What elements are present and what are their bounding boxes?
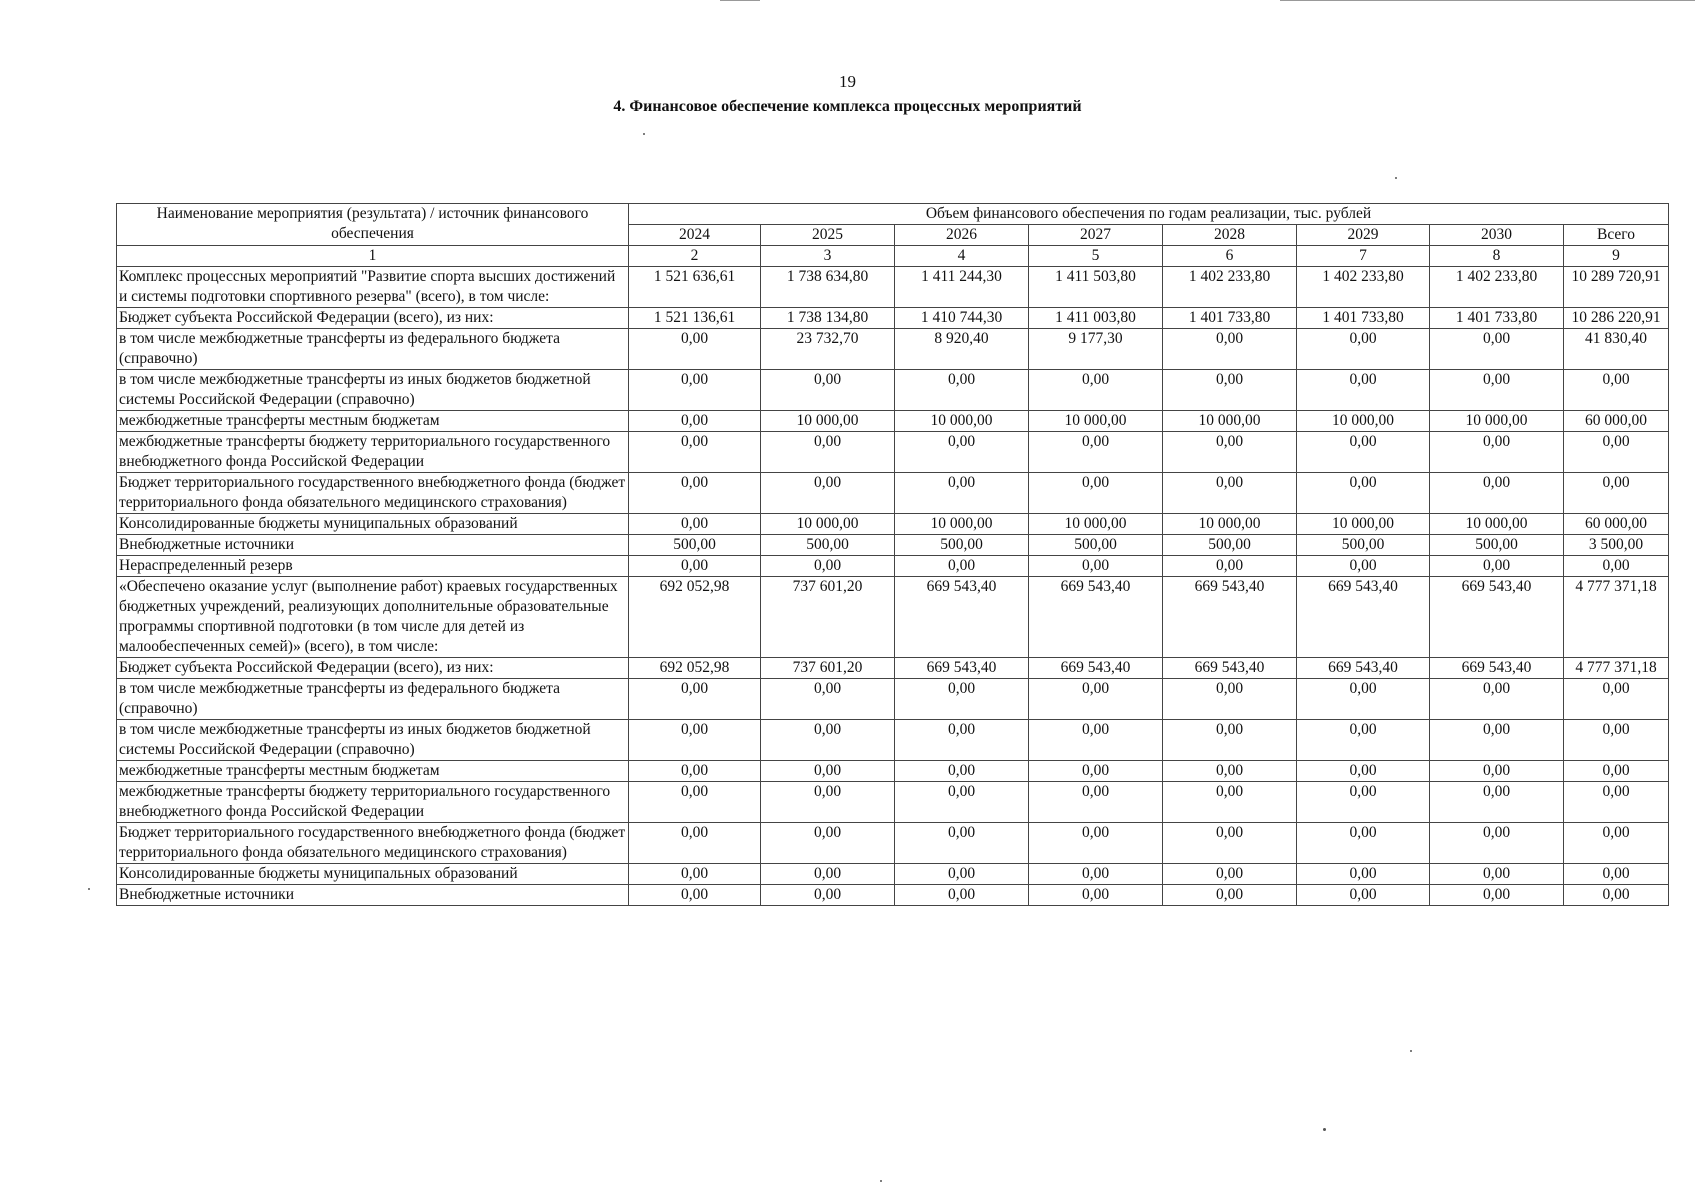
column-number: 7 — [1297, 246, 1430, 267]
row-value-cell: 10 000,00 — [895, 514, 1029, 535]
row-value-cell: 0,00 — [761, 473, 895, 514]
row-value-cell: 0,00 — [629, 720, 761, 761]
row-value-cell: 1 411 003,80 — [1029, 308, 1163, 329]
row-value-cell: 0,00 — [1430, 782, 1564, 823]
row-value-cell: 0,00 — [629, 370, 761, 411]
year-header: 2027 — [1029, 225, 1163, 246]
row-value-cell: 692 052,98 — [629, 658, 761, 679]
row-value-cell: 0,00 — [1430, 885, 1564, 906]
row-value-cell: 0,00 — [629, 782, 761, 823]
row-value-cell: 0,00 — [1163, 885, 1297, 906]
year-header: 2030 — [1430, 225, 1564, 246]
row-value-cell: 0,00 — [1163, 782, 1297, 823]
column-number: 4 — [895, 246, 1029, 267]
row-name-cell: межбюджетные трансферты бюджету территориального государственного внебюджетного фонда Российской Федерации — [117, 432, 629, 473]
year-header: 2025 — [761, 225, 895, 246]
row-value-cell: 0,00 — [1163, 864, 1297, 885]
row-total-cell: 0,00 — [1564, 679, 1669, 720]
row-value-cell: 0,00 — [1430, 823, 1564, 864]
row-total-cell: 4 777 371,18 — [1564, 658, 1669, 679]
row-value-cell: 0,00 — [761, 370, 895, 411]
column-number: 6 — [1163, 246, 1297, 267]
row-value-cell: 1 411 244,30 — [895, 267, 1029, 308]
row-value-cell: 0,00 — [1163, 432, 1297, 473]
row-value-cell: 0,00 — [761, 432, 895, 473]
header-row — [117, 204, 1669, 225]
table-row — [117, 370, 1669, 411]
row-value-cell: 0,00 — [1430, 370, 1564, 411]
row-value-cell: 0,00 — [761, 761, 895, 782]
row-total-cell: 4 777 371,18 — [1564, 577, 1669, 658]
table-row — [117, 267, 1669, 308]
row-value-cell: 0,00 — [1029, 432, 1163, 473]
row-value-cell: 0,00 — [761, 720, 895, 761]
row-value-cell: 0,00 — [761, 885, 895, 906]
row-value-cell: 0,00 — [1430, 473, 1564, 514]
row-value-cell: 0,00 — [1297, 761, 1430, 782]
row-value-cell: 0,00 — [1297, 782, 1430, 823]
row-name-cell: Комплекс процессных мероприятий "Развитие спорта высших достижений и системы подготовки спортивного резерва" (всего), в том числе: — [117, 267, 629, 308]
scan-speck — [1395, 177, 1397, 179]
row-name-cell: Бюджет субъекта Российской Федерации (всего), из них: — [117, 308, 629, 329]
row-value-cell: 500,00 — [1029, 535, 1163, 556]
row-value-cell: 0,00 — [629, 823, 761, 864]
row-value-cell: 0,00 — [629, 329, 761, 370]
row-total-cell: 60 000,00 — [1564, 411, 1669, 432]
row-value-cell: 0,00 — [761, 823, 895, 864]
table-row — [117, 432, 1669, 473]
financing-table — [116, 203, 1669, 906]
table-row — [117, 308, 1669, 329]
row-value-cell: 669 543,40 — [1163, 658, 1297, 679]
row-value-cell: 0,00 — [629, 864, 761, 885]
row-value-cell: 0,00 — [1163, 370, 1297, 411]
row-total-cell: 10 286 220,91 — [1564, 308, 1669, 329]
row-value-cell: 0,00 — [1029, 679, 1163, 720]
year-header: 2026 — [895, 225, 1029, 246]
row-value-cell: 669 543,40 — [1297, 658, 1430, 679]
row-total-cell: 0,00 — [1564, 885, 1669, 906]
row-value-cell: 0,00 — [895, 782, 1029, 823]
page-number: 19 — [839, 72, 856, 91]
row-value-cell: 0,00 — [1297, 473, 1430, 514]
row-value-cell: 1 401 733,80 — [1430, 308, 1564, 329]
row-value-cell: 10 000,00 — [1029, 411, 1163, 432]
row-value-cell: 737 601,20 — [761, 658, 895, 679]
row-total-cell: 0,00 — [1564, 782, 1669, 823]
row-value-cell: 0,00 — [1430, 761, 1564, 782]
row-value-cell: 0,00 — [1029, 556, 1163, 577]
row-name-cell: Нераспределенный резерв — [117, 556, 629, 577]
row-value-cell: 10 000,00 — [1430, 514, 1564, 535]
table-row — [117, 679, 1669, 720]
row-value-cell: 669 543,40 — [895, 577, 1029, 658]
row-value-cell: 0,00 — [1297, 556, 1430, 577]
row-value-cell: 0,00 — [629, 411, 761, 432]
row-value-cell: 0,00 — [1430, 329, 1564, 370]
row-value-cell: 0,00 — [629, 432, 761, 473]
row-name-cell: в том числе межбюджетные трансферты из иных бюджетов бюджетной системы Российской Федерации (справочно) — [117, 370, 629, 411]
row-value-cell: 10 000,00 — [1029, 514, 1163, 535]
row-total-cell: 41 830,40 — [1564, 329, 1669, 370]
row-value-cell: 0,00 — [629, 556, 761, 577]
row-value-cell: 0,00 — [629, 514, 761, 535]
row-value-cell: 10 000,00 — [761, 514, 895, 535]
row-value-cell: 1 401 733,80 — [1163, 308, 1297, 329]
table-row — [117, 782, 1669, 823]
row-value-cell: 0,00 — [761, 782, 895, 823]
table-row — [117, 823, 1669, 864]
row-value-cell: 1 402 233,80 — [1297, 267, 1430, 308]
row-value-cell: 0,00 — [895, 370, 1029, 411]
row-value-cell: 0,00 — [1163, 823, 1297, 864]
row-value-cell: 0,00 — [1163, 761, 1297, 782]
column-number: 5 — [1029, 246, 1163, 267]
row-value-cell: 0,00 — [1029, 473, 1163, 514]
row-total-cell: 60 000,00 — [1564, 514, 1669, 535]
row-value-cell: 500,00 — [761, 535, 895, 556]
scan-top-rule — [1280, 0, 1695, 1]
row-name-cell: Консолидированные бюджеты муниципальных образований — [117, 514, 629, 535]
row-total-cell: 0,00 — [1564, 720, 1669, 761]
row-value-cell: 0,00 — [895, 679, 1029, 720]
scan-speck — [643, 133, 645, 135]
column-number: 3 — [761, 246, 895, 267]
table-row — [117, 473, 1669, 514]
scan-speck — [1323, 1128, 1326, 1131]
row-value-cell: 669 543,40 — [1163, 577, 1297, 658]
row-total-cell: 0,00 — [1564, 556, 1669, 577]
row-value-cell: 0,00 — [1430, 679, 1564, 720]
row-value-cell: 0,00 — [1029, 885, 1163, 906]
row-value-cell: 0,00 — [761, 556, 895, 577]
column-numbers-row — [117, 246, 1669, 267]
row-value-cell: 10 000,00 — [1297, 411, 1430, 432]
row-value-cell: 0,00 — [895, 720, 1029, 761]
row-value-cell: 0,00 — [895, 761, 1029, 782]
table-row — [117, 658, 1669, 679]
row-value-cell: 737 601,20 — [761, 577, 895, 658]
row-value-cell: 0,00 — [629, 885, 761, 906]
row-value-cell: 0,00 — [1297, 679, 1430, 720]
row-name-cell: «Обеспечено оказание услуг (выполнение работ) краевых государственных бюджетных учреждений, реализующих дополнительные образовательные программы спортивной подготовки (в том числе для детей из малообеспеченных семей)» (всего), в том числе: — [117, 577, 629, 658]
row-name-cell: Внебюджетные источники — [117, 885, 629, 906]
row-value-cell: 500,00 — [895, 535, 1029, 556]
row-value-cell: 1 738 134,80 — [761, 308, 895, 329]
row-value-cell: 0,00 — [895, 885, 1029, 906]
row-value-cell: 500,00 — [1163, 535, 1297, 556]
row-value-cell: 10 000,00 — [1430, 411, 1564, 432]
row-value-cell: 1 401 733,80 — [1297, 308, 1430, 329]
row-name-cell: Бюджет субъекта Российской Федерации (всего), из них: — [117, 658, 629, 679]
total-header: Всего — [1564, 225, 1669, 246]
row-value-cell: 669 543,40 — [1430, 658, 1564, 679]
section-title: 4. Финансовое обеспечение комплекса процессных мероприятий — [613, 98, 1082, 115]
row-total-cell: 0,00 — [1564, 370, 1669, 411]
row-value-cell: 0,00 — [1297, 720, 1430, 761]
row-value-cell: 0,00 — [1163, 720, 1297, 761]
scan-speck — [88, 888, 90, 890]
row-value-cell: 0,00 — [1029, 782, 1163, 823]
row-value-cell: 10 000,00 — [1163, 411, 1297, 432]
row-value-cell: 0,00 — [1163, 679, 1297, 720]
table-row — [117, 885, 1669, 906]
row-name-cell: Внебюджетные источники — [117, 535, 629, 556]
table-row — [117, 864, 1669, 885]
year-header: 2028 — [1163, 225, 1297, 246]
row-value-cell: 0,00 — [1430, 556, 1564, 577]
year-header: 2029 — [1297, 225, 1430, 246]
scan-speck — [1410, 1050, 1412, 1052]
row-value-cell: 10 000,00 — [1297, 514, 1430, 535]
table-row — [117, 761, 1669, 782]
row-total-cell: 0,00 — [1564, 761, 1669, 782]
row-value-cell: 0,00 — [1297, 885, 1430, 906]
row-value-cell: 0,00 — [761, 864, 895, 885]
row-value-cell: 0,00 — [1163, 329, 1297, 370]
row-value-cell: 0,00 — [1297, 823, 1430, 864]
row-value-cell: 10 000,00 — [761, 411, 895, 432]
row-value-cell: 1 521 136,61 — [629, 308, 761, 329]
row-name-cell: межбюджетные трансферты местным бюджетам — [117, 761, 629, 782]
row-value-cell: 0,00 — [1430, 432, 1564, 473]
column-number: 1 — [117, 246, 629, 267]
row-total-cell: 0,00 — [1564, 473, 1669, 514]
row-total-cell: 3 500,00 — [1564, 535, 1669, 556]
scan-top-rule — [720, 0, 760, 1]
row-value-cell: 500,00 — [629, 535, 761, 556]
scan-speck — [880, 1180, 882, 1182]
row-value-cell: 0,00 — [1297, 370, 1430, 411]
row-value-cell: 1 738 634,80 — [761, 267, 895, 308]
row-total-cell: 10 289 720,91 — [1564, 267, 1669, 308]
row-value-cell: 1 521 636,61 — [629, 267, 761, 308]
row-name-cell: в том числе межбюджетные трансферты из федерального бюджета (справочно) — [117, 679, 629, 720]
row-value-cell: 669 543,40 — [1029, 577, 1163, 658]
row-value-cell: 692 052,98 — [629, 577, 761, 658]
column-number: 2 — [629, 246, 761, 267]
row-value-cell: 0,00 — [1029, 720, 1163, 761]
row-value-cell: 0,00 — [629, 679, 761, 720]
row-value-cell: 669 543,40 — [1029, 658, 1163, 679]
row-value-cell: 669 543,40 — [1430, 577, 1564, 658]
row-value-cell: 0,00 — [1163, 556, 1297, 577]
row-value-cell: 1 410 744,30 — [895, 308, 1029, 329]
row-name-cell: Бюджет территориального государственного внебюджетного фонда (бюджет территориального фонда обязательного медицинского страхования) — [117, 823, 629, 864]
row-value-cell: 0,00 — [1297, 432, 1430, 473]
row-total-cell: 0,00 — [1564, 823, 1669, 864]
row-value-cell: 0,00 — [895, 556, 1029, 577]
table-row — [117, 556, 1669, 577]
table-row — [117, 411, 1669, 432]
row-value-cell: 0,00 — [1297, 329, 1430, 370]
row-value-cell: 9 177,30 — [1029, 329, 1163, 370]
column-number: 9 — [1564, 246, 1669, 267]
table-row — [117, 577, 1669, 658]
row-value-cell: 500,00 — [1297, 535, 1430, 556]
row-value-cell: 8 920,40 — [895, 329, 1029, 370]
row-name-cell: межбюджетные трансферты бюджету территориального государственного внебюджетного фонда Российской Федерации — [117, 782, 629, 823]
row-value-cell: 0,00 — [1163, 473, 1297, 514]
table-row — [117, 535, 1669, 556]
row-total-cell: 0,00 — [1564, 432, 1669, 473]
row-total-cell: 0,00 — [1564, 864, 1669, 885]
row-value-cell: 23 732,70 — [761, 329, 895, 370]
row-name-cell: Бюджет территориального государственного внебюджетного фонда (бюджет территориального фонда обязательного медицинского страхования) — [117, 473, 629, 514]
row-value-cell: 0,00 — [1029, 823, 1163, 864]
row-value-cell: 0,00 — [761, 679, 895, 720]
row-value-cell: 0,00 — [895, 432, 1029, 473]
row-value-cell: 669 543,40 — [895, 658, 1029, 679]
row-value-cell: 0,00 — [895, 823, 1029, 864]
row-value-cell: 0,00 — [629, 761, 761, 782]
row-value-cell: 0,00 — [1029, 864, 1163, 885]
table-row — [117, 514, 1669, 535]
row-value-cell: 10 000,00 — [1163, 514, 1297, 535]
row-value-cell: 0,00 — [1029, 761, 1163, 782]
row-name-cell: Консолидированные бюджеты муниципальных образований — [117, 864, 629, 885]
header-name-cell: Наименование мероприятия (результата) / источник финансового обеспечения — [117, 204, 629, 246]
table-row — [117, 720, 1669, 761]
row-value-cell: 500,00 — [1430, 535, 1564, 556]
row-value-cell: 1 402 233,80 — [1430, 267, 1564, 308]
row-value-cell: 0,00 — [1029, 370, 1163, 411]
row-value-cell: 669 543,40 — [1297, 577, 1430, 658]
row-value-cell: 0,00 — [895, 473, 1029, 514]
row-value-cell: 1 411 503,80 — [1029, 267, 1163, 308]
row-name-cell: межбюджетные трансферты местным бюджетам — [117, 411, 629, 432]
row-value-cell: 0,00 — [895, 864, 1029, 885]
row-value-cell: 10 000,00 — [895, 411, 1029, 432]
row-value-cell: 1 402 233,80 — [1163, 267, 1297, 308]
header-volume-cell: Объем финансового обеспечения по годам реализации, тыс. рублей — [629, 204, 1669, 225]
row-value-cell: 0,00 — [1430, 720, 1564, 761]
row-name-cell: в том числе межбюджетные трансферты из федерального бюджета (справочно) — [117, 329, 629, 370]
row-value-cell: 0,00 — [1297, 864, 1430, 885]
row-value-cell: 0,00 — [1430, 864, 1564, 885]
column-number: 8 — [1430, 246, 1564, 267]
row-name-cell: в том числе межбюджетные трансферты из иных бюджетов бюджетной системы Российской Федерации (справочно) — [117, 720, 629, 761]
year-header: 2024 — [629, 225, 761, 246]
table-row — [117, 329, 1669, 370]
row-value-cell: 0,00 — [629, 473, 761, 514]
